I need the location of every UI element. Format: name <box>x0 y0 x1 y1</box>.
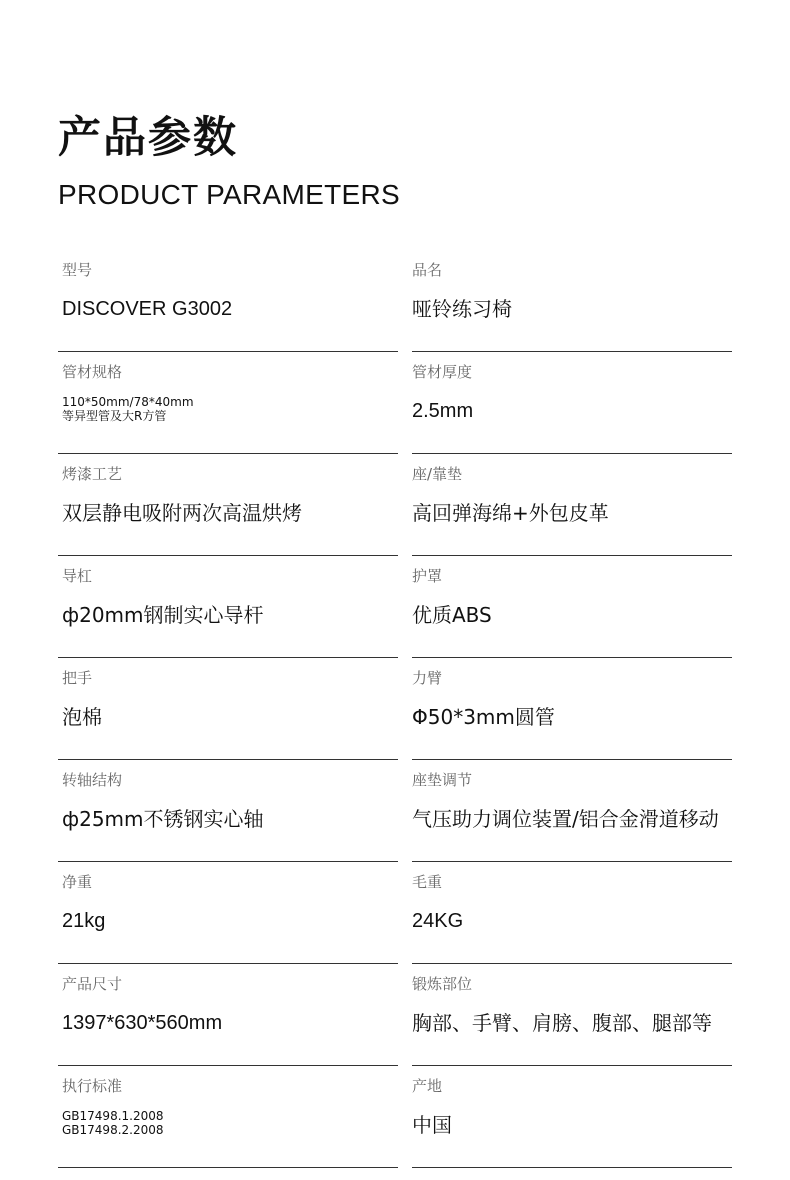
parameter-value: ф20mm钢制实心导杆 <box>62 603 264 627</box>
parameter-cell-handle <box>58 658 398 760</box>
parameter-row <box>58 250 732 352</box>
parameter-label: 座垫调节 <box>412 771 473 789</box>
parameter-cell-seat-pad <box>412 454 732 556</box>
parameter-value: 21kg <box>62 910 106 932</box>
parameter-label: 管材厚度 <box>412 363 473 381</box>
parameter-value: 110*50mm/78*40mm 等异型管及大R方管 <box>62 395 194 423</box>
parameter-cell-lever-arm <box>412 658 732 760</box>
parameter-row <box>58 454 732 556</box>
parameter-cell-gross-weight <box>412 862 732 964</box>
parameter-value: 哑铃练习椅 <box>412 297 512 321</box>
parameter-value: 优质ABS <box>412 603 492 627</box>
parameter-row <box>58 760 732 862</box>
parameter-row <box>58 1066 732 1168</box>
parameter-label: 型号 <box>62 261 93 279</box>
parameter-cell-pivot-structure <box>58 760 398 862</box>
parameter-label: 护罩 <box>412 567 443 585</box>
parameter-label: 毛重 <box>412 873 443 891</box>
parameter-label: 把手 <box>62 669 93 687</box>
parameter-row <box>58 964 732 1066</box>
parameter-cell-guide-bar <box>58 556 398 658</box>
parameter-label: 力臂 <box>412 669 443 687</box>
page-subtitle: PRODUCT PARAMETERS <box>58 179 400 210</box>
parameter-value: 2.5mm <box>412 400 474 422</box>
parameter-value: ф25mm不锈钢实心轴 <box>62 807 264 831</box>
parameter-label: 品名 <box>412 261 443 279</box>
parameter-row <box>58 556 732 658</box>
parameter-value: 双层静电吸附两次高温烘烤 <box>62 501 302 525</box>
parameter-row <box>58 862 732 964</box>
parameter-cell-training-area <box>412 964 732 1066</box>
parameter-label: 座/靠垫 <box>412 465 463 483</box>
parameter-value: GB17498.1.2008 GB17498.2.2008 <box>62 1109 164 1137</box>
parameter-cell-tube-spec <box>58 352 398 454</box>
parameter-value: 高回弹海绵+外包皮革 <box>412 501 609 525</box>
parameter-label: 导杠 <box>62 567 93 585</box>
parameter-cell-origin <box>412 1066 732 1168</box>
parameter-cell-model <box>58 250 398 352</box>
parameter-value: 1397*630*560mm <box>62 1012 223 1034</box>
parameter-value: Φ50*3mm圆管 <box>412 705 555 729</box>
parameter-cell-standard <box>58 1066 398 1168</box>
parameter-label: 管材规格 <box>62 363 123 381</box>
parameter-value: 胸部、手臂、肩膀、腹部、腿部等 <box>412 1011 712 1035</box>
parameter-cell-product-name <box>412 250 732 352</box>
parameter-row <box>58 352 732 454</box>
parameter-cell-net-weight <box>58 862 398 964</box>
parameter-label: 净重 <box>62 873 93 891</box>
parameter-value: 中国 <box>412 1113 452 1137</box>
parameter-cell-seat-adjustment <box>412 760 732 862</box>
parameter-label: 锻炼部位 <box>412 975 473 993</box>
parameter-value: 泡棉 <box>62 705 102 729</box>
page-header <box>58 108 400 212</box>
parameter-cell-product-size <box>58 964 398 1066</box>
parameter-label: 产品尺寸 <box>62 975 123 993</box>
parameter-cell-paint-process <box>58 454 398 556</box>
parameter-label: 产地 <box>412 1077 443 1095</box>
parameter-label: 执行标准 <box>62 1077 123 1095</box>
parameter-row <box>58 658 732 760</box>
parameter-value: DISCOVER G3002 <box>62 298 233 320</box>
page-title: 产品参数 <box>58 113 238 163</box>
parameter-label: 转轴结构 <box>62 771 123 789</box>
parameter-cell-guard <box>412 556 732 658</box>
parameter-value: 气压助力调位装置/铝合金滑道移动 <box>412 807 719 831</box>
parameter-value: 24KG <box>412 910 464 932</box>
parameter-cell-tube-thickness <box>412 352 732 454</box>
parameter-label: 烤漆工艺 <box>62 465 123 483</box>
parameters-table <box>58 250 732 1168</box>
